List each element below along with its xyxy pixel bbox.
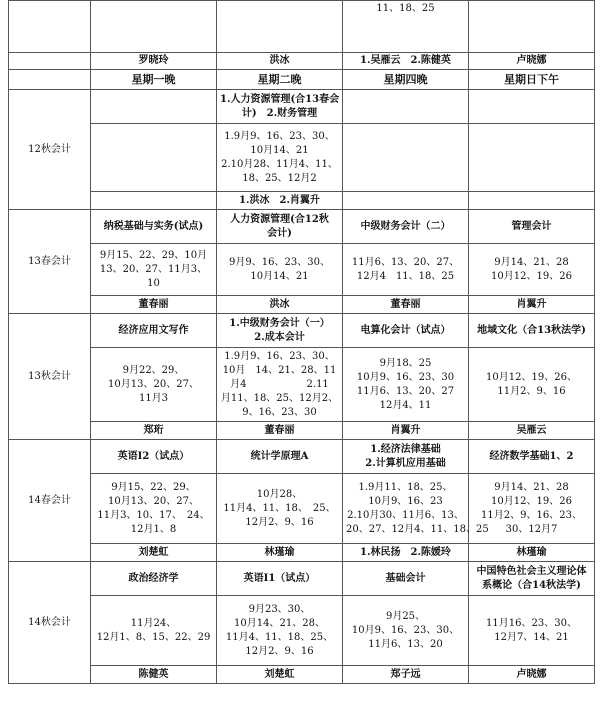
text-line: 会计) — [267, 227, 292, 239]
text-line: 英语Ⅰ2（试点） — [117, 450, 190, 462]
text-line: 10月14、21 — [250, 270, 309, 282]
course-cell — [343, 562, 469, 596]
dates-cell — [343, 348, 469, 422]
text-line: 经济应用文写作 — [118, 324, 189, 336]
dates-cell — [217, 1, 343, 53]
text-line: 系概论（合14秋法学) — [482, 579, 581, 591]
text-line: 9月18、25 — [379, 357, 432, 369]
course-cell — [91, 562, 217, 596]
class-name-cell: 12秋会计 — [9, 90, 91, 210]
text-line: 10月 14、21、28、11 — [222, 364, 337, 376]
text-line: 11月6、13、20、27 — [356, 385, 455, 397]
text-line: 12月4、11 — [379, 399, 432, 411]
dates-cell — [343, 596, 469, 666]
dates-cell — [217, 244, 343, 296]
text-line: 经济数学基础1、2 — [489, 450, 574, 462]
text-line: 10月13、20、27、 — [108, 378, 199, 390]
course-cell — [469, 90, 595, 124]
class-name-cell: 14秋会计 — [9, 562, 91, 684]
teacher-row — [9, 422, 595, 440]
text-line: 18、25、12月2 — [242, 172, 317, 184]
text-line: 计) 2.财务管理 — [241, 107, 318, 119]
text-line: 11月3、10、17、 24、 — [97, 509, 210, 521]
teacher-cell: 郑子远 — [343, 666, 469, 684]
dates-cell — [217, 596, 343, 666]
dates-cell — [217, 474, 343, 544]
text-line: 人力资源管理(合12秋 — [230, 213, 329, 225]
text-line: 统计学原理A — [250, 450, 309, 462]
text-line: 10 — [147, 277, 160, 289]
course-cell — [343, 440, 469, 474]
text-line: 9月15、22、29、10月 — [99, 249, 208, 261]
text-line: 9月15、22、29、 — [111, 481, 196, 493]
text-line: 12月4 11、18、25 — [356, 270, 455, 282]
text-line: 10月9、16、23、30 — [356, 371, 455, 383]
course-cell — [217, 314, 343, 348]
course-cell — [343, 90, 469, 124]
dates-row — [9, 596, 595, 666]
teacher-cell: 1.林民扬 2.陈媛玲 — [343, 544, 469, 562]
teacher-row — [9, 296, 595, 314]
dates-cell — [469, 1, 595, 53]
teacher-cell: 林瑾瑜 — [217, 544, 343, 562]
text-line: 1.9月9、16、23、30、 — [224, 130, 335, 142]
text-line: 地域文化（合13秋法学) — [477, 324, 586, 336]
dates-cell — [217, 124, 343, 192]
header-row — [9, 70, 595, 90]
text-line: 1.中级财务会计（一） — [229, 317, 330, 329]
dates-cell — [343, 124, 469, 192]
text-line: 10月12、19、26 — [491, 270, 572, 282]
text-line: 1.9月9、16、23、30、 — [224, 350, 335, 362]
course-row — [9, 562, 595, 596]
text-line: 9月25、 — [385, 610, 426, 622]
text-line: 10月13、20、27、 — [108, 495, 199, 507]
text-line: 2.10月28、11月4、11、 — [221, 158, 338, 170]
teacher-row — [9, 666, 595, 684]
course-row — [9, 314, 595, 348]
text-line: 12月1、8、15、22、29 — [96, 631, 211, 643]
teacher-cell: 肖翼升 — [469, 296, 595, 314]
teacher-cell: 1.吴雁云 2.陈健英 — [343, 53, 469, 70]
text-line: 9、16、23、30 — [242, 406, 317, 418]
teacher-cell: 洪冰 — [217, 296, 343, 314]
dates-cell — [469, 596, 595, 666]
text-line: 12月7、14、21 — [494, 631, 569, 643]
text-line: 1.9月11、18、25、 — [358, 481, 453, 493]
course-cell — [217, 440, 343, 474]
text-line: 11月6、13、20、27、 — [351, 256, 460, 268]
text-line: 11月24、 — [130, 617, 177, 629]
dates-cell — [343, 244, 469, 296]
course-cell — [91, 314, 217, 348]
text-line: 20、27、12月4、11、18、25 — [346, 523, 489, 535]
dates-cell — [469, 244, 595, 296]
dates-cell — [469, 124, 595, 192]
text-line: 基础会计 — [385, 572, 426, 584]
teacher-cell — [343, 192, 469, 210]
teacher-cell: 肖翼升 — [343, 422, 469, 440]
teacher-cell: 卢晓娜 — [469, 53, 595, 70]
dates-row — [9, 474, 595, 544]
course-cell — [469, 562, 595, 596]
teacher-row — [9, 192, 595, 210]
text-line: 9月14、21、28 — [494, 481, 569, 493]
text-line: 2.10月30、11月6、13、 — [347, 509, 464, 521]
top-dates-row — [9, 1, 595, 53]
course-cell — [343, 210, 469, 244]
text-line: 11月3 — [138, 392, 169, 404]
dates-cell — [469, 348, 595, 422]
text-line: 12月1、8 — [130, 523, 177, 535]
dates-cell — [217, 348, 343, 422]
text-line: 11月2、9、16、23、 — [481, 509, 582, 521]
dates-cell — [91, 348, 217, 422]
text-line: 10月14、21 — [250, 144, 309, 156]
dates-cell — [91, 1, 217, 53]
course-cell — [469, 314, 595, 348]
text-line: 30、12月7 — [505, 523, 558, 535]
text-line: 1.人力资源管理(合13春会 — [220, 93, 340, 105]
text-line: 11月6、13、20 — [368, 638, 443, 650]
text-line: 电算化会计（试点） — [360, 324, 451, 336]
header-tuesday-evening: 星期二晚 — [217, 70, 343, 90]
dates-cell: 11、18、25 — [343, 1, 469, 53]
text-line: 11月2、9、16 — [497, 385, 566, 397]
teacher-cell: 林瑾瑜 — [469, 544, 595, 562]
teacher-cell: 董春丽 — [343, 296, 469, 314]
text-line: 英语Ⅰ1（试点） — [243, 572, 316, 584]
class-name-cell: 13春会计 — [9, 210, 91, 314]
teacher-cell: 1.洪冰 2.肖翼升 — [217, 192, 343, 210]
dates-cell — [91, 124, 217, 192]
empty-cell — [9, 1, 91, 53]
course-cell — [91, 90, 217, 124]
class-name-cell: 13秋会计 — [9, 314, 91, 440]
text-line: 2.成本会计 — [254, 331, 305, 343]
text-line: 11月16、23、30、 — [486, 617, 577, 629]
text-line: 中国特色社会主义理论体 — [476, 565, 587, 577]
schedule-body — [9, 1, 595, 684]
course-cell — [91, 440, 217, 474]
text-line: 政治经济学 — [128, 572, 179, 584]
text-line: 10月12、19、26、 — [486, 371, 577, 383]
header-thursday-evening: 星期四晚 — [343, 70, 469, 90]
top-teacher-row — [9, 53, 595, 70]
course-row — [9, 90, 595, 124]
teacher-cell — [469, 192, 595, 210]
teacher-cell: 刘楚虹 — [217, 666, 343, 684]
schedule-table — [8, 0, 595, 684]
dates-cell — [91, 244, 217, 296]
text-line: 10月9、16、23、30、 — [351, 624, 460, 636]
course-cell — [217, 210, 343, 244]
dates-row — [9, 348, 595, 422]
text-line: 11月4、11、18、25、 — [225, 631, 334, 643]
teacher-cell: 卢晓娜 — [469, 666, 595, 684]
text-line: 纳税基础与实务(试点) — [103, 220, 204, 232]
teacher-cell: 吴雁云 — [469, 422, 595, 440]
text-line: 中级财务会计（二） — [360, 220, 451, 232]
text-line: 10月12、19、26 — [491, 495, 572, 507]
text-line: 9月22、29、 — [122, 364, 185, 376]
header-monday-evening: 星期一晚 — [91, 70, 217, 90]
dates-cell — [343, 474, 489, 544]
teacher-cell: 董春丽 — [217, 422, 343, 440]
course-row — [9, 440, 595, 474]
header-sunday-afternoon: 星期日下午 — [469, 70, 595, 90]
dates-row — [9, 244, 595, 296]
teacher-cell: 董春丽 — [91, 296, 217, 314]
course-row — [9, 210, 595, 244]
text-line: 10月14、21、28、 — [234, 617, 325, 629]
text-line: 11月4、11、18、 25、 — [223, 502, 336, 514]
course-cell — [91, 210, 217, 244]
teacher-cell: 刘楚虹 — [91, 544, 217, 562]
teacher-cell: 陈健英 — [91, 666, 217, 684]
text-line: 10月28、 — [256, 488, 303, 500]
text-line: 9月23、30、 — [248, 603, 311, 615]
text-line: 管理会计 — [511, 220, 552, 232]
course-cell — [469, 440, 595, 474]
teacher-row — [9, 544, 595, 562]
teacher-cell: 罗晓玲 — [91, 53, 217, 70]
text-line: 月11、18、25、12月2、 — [220, 392, 339, 404]
text-line: 12月2、9、16 — [245, 645, 314, 657]
text-line: 2.计算机应用基础 — [365, 457, 446, 469]
class-name-cell: 14春会计 — [9, 440, 91, 562]
text-line: 1.经济法律基础 — [370, 443, 441, 455]
course-cell — [469, 210, 595, 244]
text-line: 10月9、16、23 — [368, 495, 443, 507]
teacher-cell: 郑珩 — [91, 422, 217, 440]
dates-row — [9, 124, 595, 192]
course-cell — [217, 562, 343, 596]
teacher-cell — [91, 192, 217, 210]
text-line: 12月2、9、16 — [245, 516, 314, 528]
empty-cell — [9, 53, 91, 70]
course-cell — [217, 90, 343, 124]
teacher-cell: 洪冰 — [217, 53, 343, 70]
text-line: 13、20、27、11月3、 — [99, 263, 208, 275]
dates-cell — [91, 474, 217, 544]
course-cell — [343, 314, 469, 348]
header-corner — [9, 70, 91, 90]
text-line: 9月9、16、23、30、 — [229, 256, 330, 268]
dates-cell — [91, 596, 217, 666]
text-line: 月4 2.11 — [230, 378, 329, 390]
text-line: 9月14、21、28 — [494, 256, 569, 268]
